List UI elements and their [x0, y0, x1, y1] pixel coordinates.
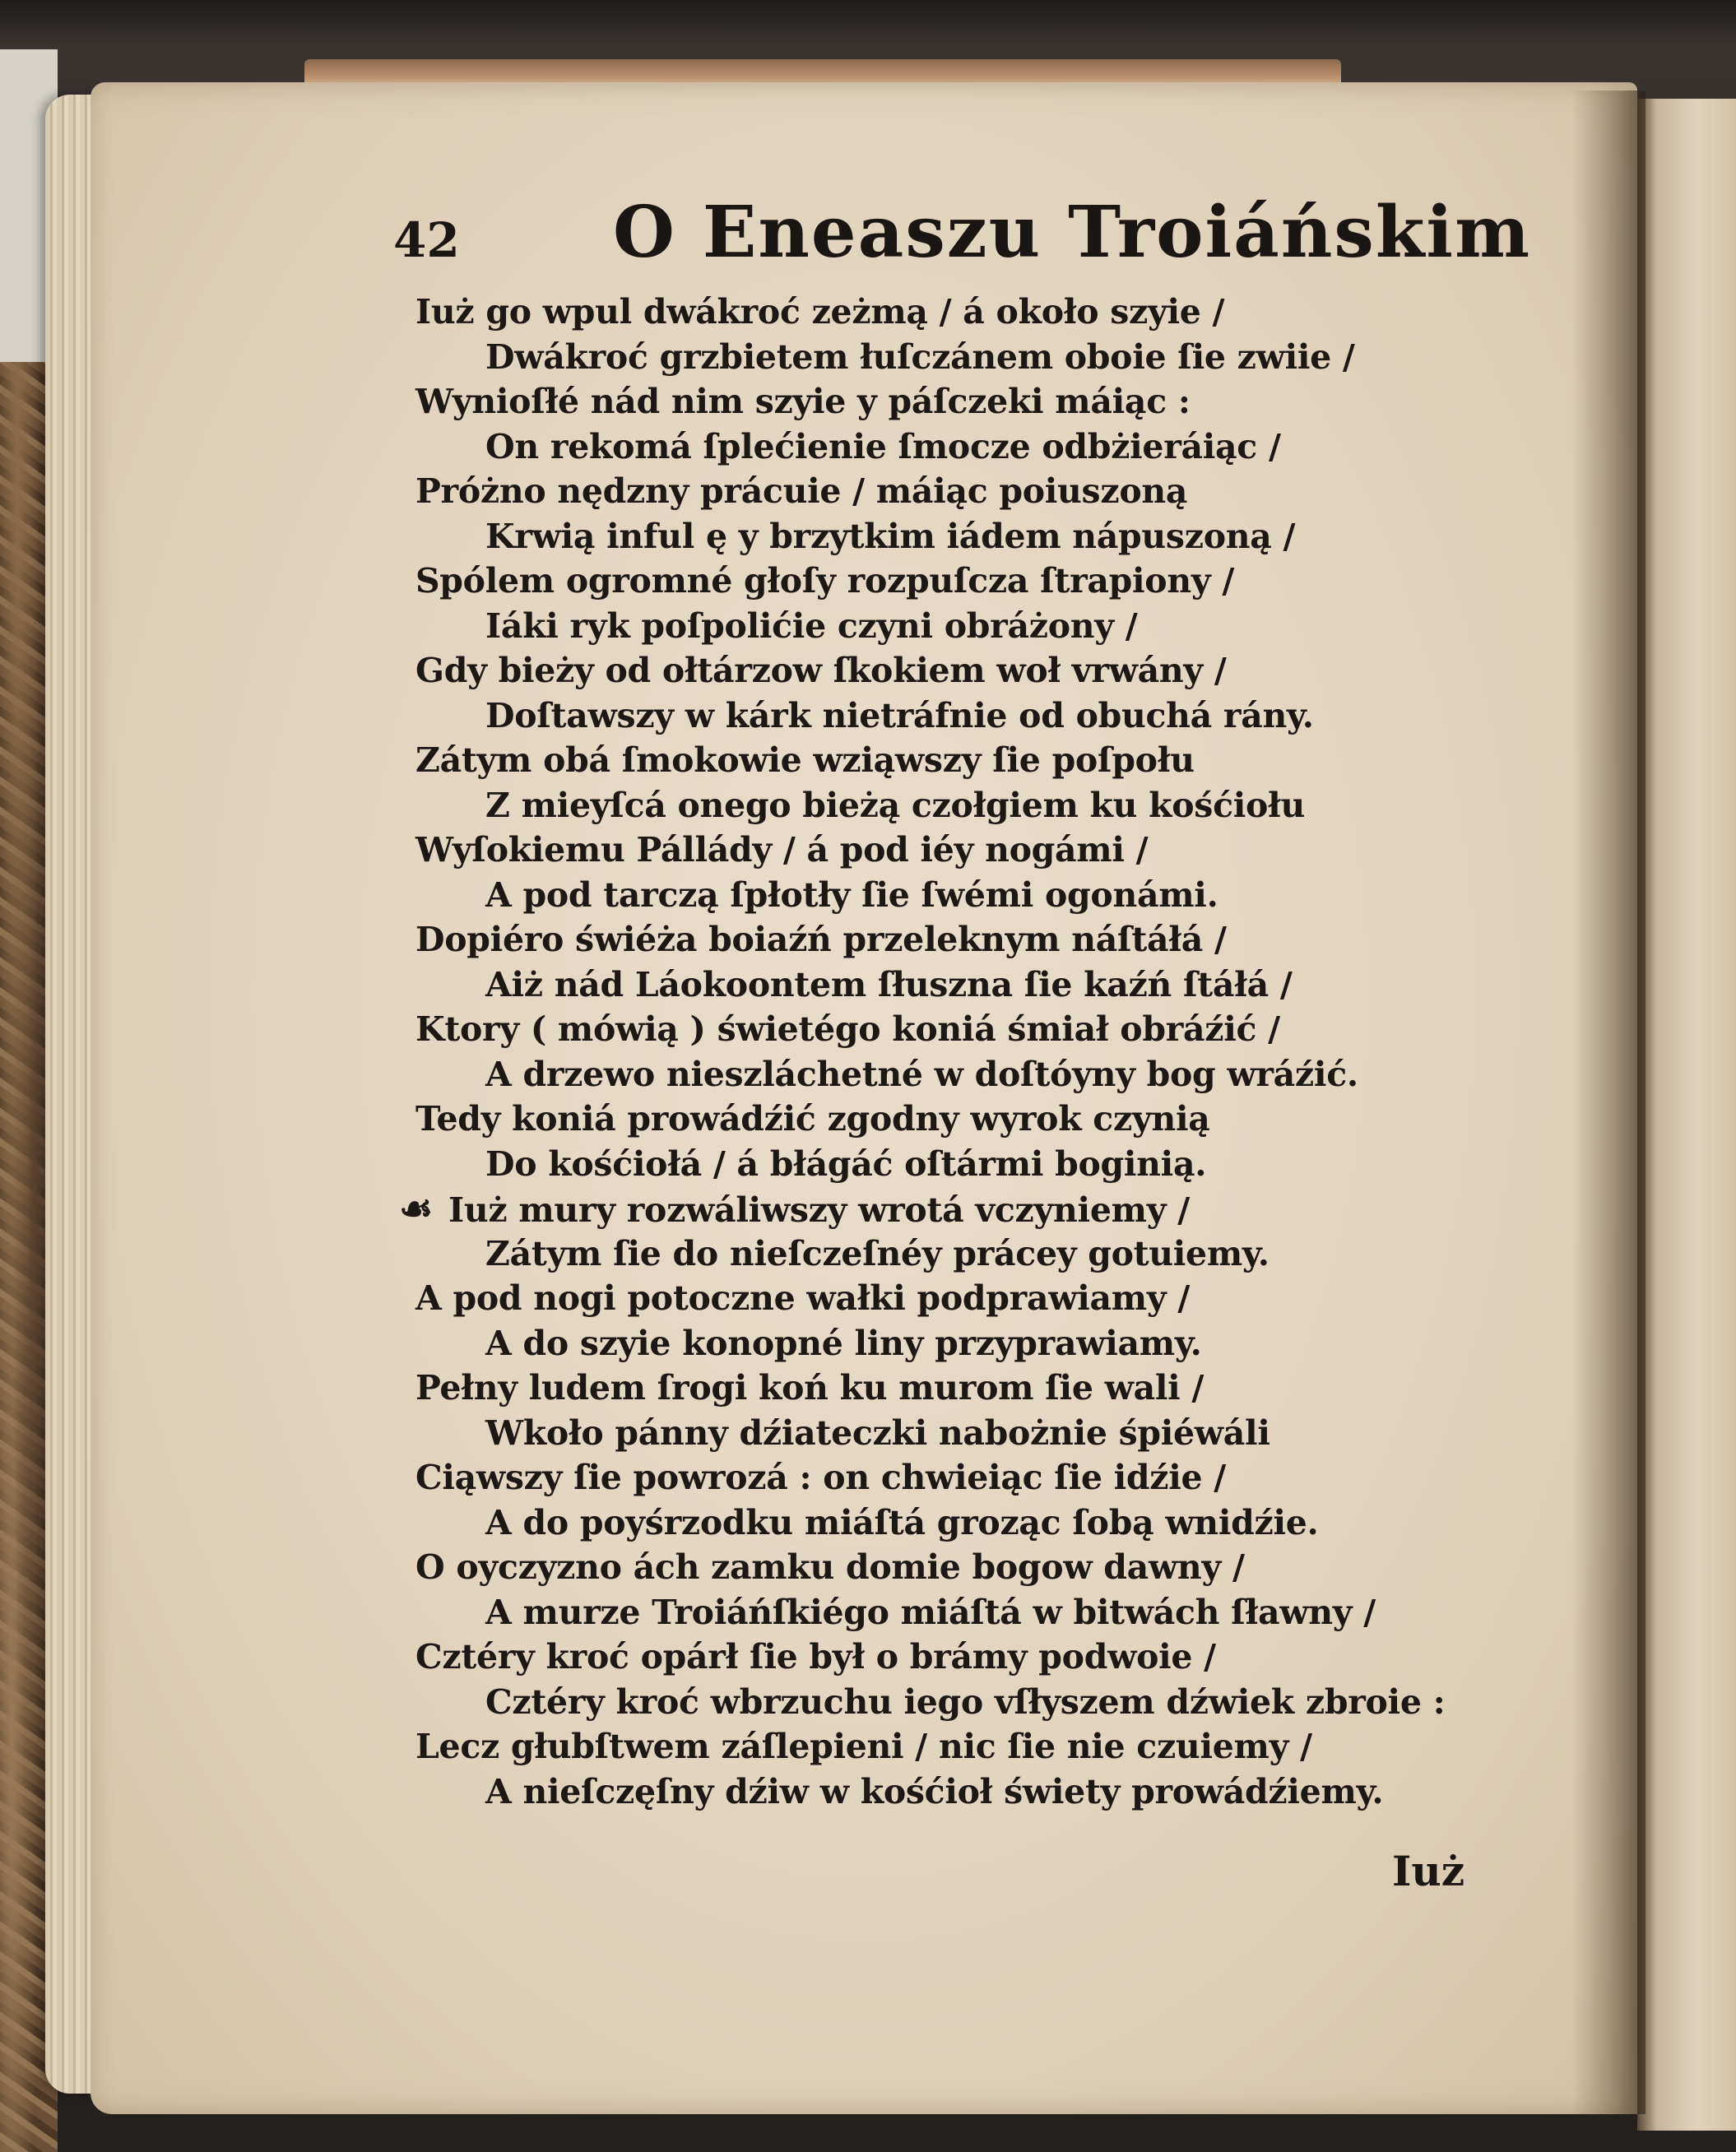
verse-text: On rekomá ſplećienie ſmocze odbżieráiąc / [485, 426, 1281, 466]
verse-text: Tedy koniá prowádźić zgodny wyrok czynią [415, 1099, 1210, 1139]
page-number: 42 [393, 212, 460, 268]
verse-line [415, 469, 1403, 514]
verse-line [415, 1321, 1403, 1366]
verse-line [415, 424, 1403, 470]
verse-line [415, 1276, 1403, 1321]
verse-text: Zátym ſie do nieſczeſnéy prácey gotuiemy. [485, 1233, 1270, 1273]
verse-text: Iuż go wpul dwákroć zeżmą / á około szyie / [415, 292, 1225, 332]
verse-text: Pełny ludem ſrogi koń ku murom ſie wali / [415, 1368, 1205, 1408]
verse-line [415, 962, 1403, 1008]
verse-text: Do kośćiołá / á błágáć oſtármi boginią. [485, 1143, 1207, 1184]
verse-text: A pod tarczą ſpłotły ſie ſwémi ogonámi. [485, 874, 1218, 915]
verse-text: Spólem ogromné głoſy rozpuſcza ſtrapiony / [415, 561, 1235, 601]
verse-line [415, 335, 1403, 380]
verse-line [415, 648, 1403, 693]
verse-text: Krwią inful ę y brzytkim iádem nápuszoną / [485, 516, 1296, 556]
verse-line [415, 1052, 1403, 1097]
gutter-shadow [1571, 90, 1645, 2114]
verse-line [415, 379, 1403, 424]
verse-line [415, 828, 1403, 873]
paragraph-mark-icon: ☙ [399, 1186, 433, 1231]
verse-line [415, 1142, 1403, 1187]
verse-text: A pod nogi potoczne wałki podprawiamy / [415, 1278, 1191, 1318]
verse-line [415, 1007, 1403, 1052]
verse-line [415, 917, 1403, 962]
verse-line [415, 783, 1403, 828]
verse-line [415, 1590, 1403, 1635]
verse-text: A nieſczęſny dźiw w kośćioł świety prowádźiemy. [485, 1771, 1384, 1811]
verse-text: Zátym obá ſmokowie wziąwszy ſie poſpołu [415, 740, 1195, 780]
verse-text: A drzewo nieszláchetné w doſtóyny bog wráźić. [485, 1054, 1358, 1094]
verse-line [415, 1455, 1403, 1500]
verse-text: Próżno nędzny prácuie / máiąc poiuszoną [415, 471, 1188, 511]
verse-line [415, 873, 1403, 918]
verse-text: Wkoło pánny dźiateczki nabożnie śpiéwáli [485, 1412, 1270, 1453]
verse-line [415, 1500, 1403, 1546]
verse-line [415, 604, 1403, 649]
verse-line [415, 1231, 1403, 1277]
running-head: O Eneaszu Troiáńskim [613, 191, 1532, 274]
verse-text: Dopiéro świéża boiaźń przeleknym náſtáłá / [415, 920, 1227, 959]
verse-line [399, 1186, 1403, 1231]
verse-block [399, 290, 1446, 1814]
verse-line [415, 738, 1403, 783]
verse-line [415, 514, 1403, 559]
verse-text: Gdy bieży od ołtárzow ſkokiem woł vrwány / [415, 651, 1227, 690]
verse-line [415, 1366, 1403, 1411]
verse-line [415, 1635, 1403, 1680]
table-background [0, 0, 1736, 49]
facing-page-edge [1637, 99, 1736, 2131]
verse-text: Cztéry kroć opárł ſie był o brámy podwoie / [415, 1637, 1216, 1677]
verse-line [415, 693, 1403, 739]
verse-text: Doſtawszy w kárk nietráfnie od obuchá rány. [485, 695, 1314, 735]
verse-text: Wynioſłé nád nim szyie y páſczeki máiąc : [415, 382, 1191, 421]
verse-text: Lecz głubſtwem záſlepieni / nic ſie nie czuiemy / [415, 1727, 1312, 1766]
verse-text: Cztéry kroć wbrzuchu iego vſłyszem dźwiek zbroie : [485, 1681, 1446, 1722]
verse-text: Dwákroć grzbietem łuſczánem oboie ſie zwiie / [485, 336, 1355, 377]
verse-text: O oyczyzno ách zamku domie bogow dawny / [415, 1547, 1245, 1587]
verse-line [415, 1680, 1446, 1725]
verse-text: A murze Troiáńſkiégo miáſtá w bitwách ſławny / [485, 1592, 1376, 1632]
verse-line [415, 1545, 1403, 1590]
verse-text: A do poyśrzodku miáſtá groząc ſobą wnidźie. [485, 1502, 1319, 1542]
verse-text: Z mieyſcá onego bieżą czołgiem ku kośćiołu [485, 785, 1306, 825]
verse-text: Ciąwszy ſie powrozá : on chwieiąc ſie idźie / [415, 1458, 1226, 1497]
verse-line [415, 1769, 1403, 1815]
verse-line [415, 1097, 1403, 1142]
verse-text: Wyſokiemu Pállády / á pod iéy nogámi / [415, 830, 1149, 870]
verse-text: Iáki ryk poſpolićie czyni obráżony / [485, 605, 1138, 646]
verse-text: A do szyie konopné liny przyprawiamy. [485, 1323, 1202, 1363]
verse-line [415, 559, 1403, 604]
catchword: Iuż [1392, 1847, 1465, 1895]
verse-text: Iuż mury rozwáliwszy wrotá vczyniemy / [448, 1190, 1190, 1230]
verse-line [415, 1411, 1403, 1456]
verse-line [415, 290, 1403, 335]
verse-line [415, 1724, 1403, 1769]
verse-text: Ktory ( mówią ) świetégo koniá śmiał obráźić / [415, 1009, 1280, 1049]
verse-text: Aiż nád Láokoontem ſłuszna ſie kaźń ſtáłá / [485, 964, 1293, 1004]
